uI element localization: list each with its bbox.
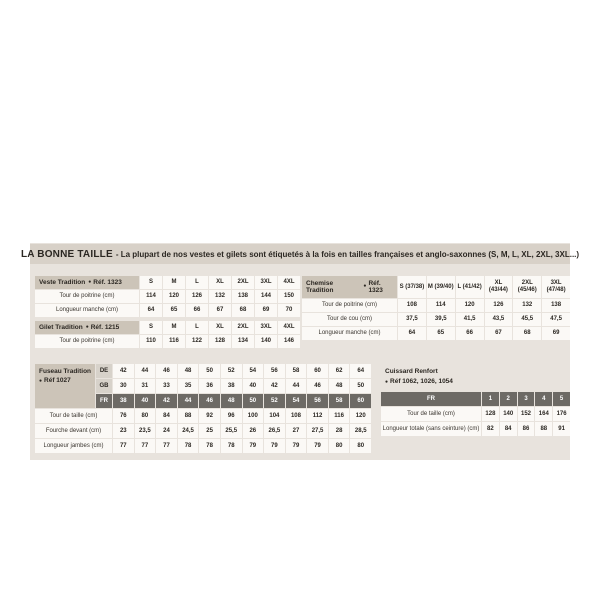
table-ref-line [385, 377, 453, 387]
size-header-cell: 50 [350, 379, 371, 393]
size-header-cell: 2XL (45/46) [513, 276, 541, 298]
ref-bullet: ● [363, 283, 367, 290]
value-cell: 126 [186, 290, 208, 303]
table-ref: Réf 1027 [44, 377, 71, 385]
size-system-tag: FR [96, 394, 112, 408]
size-header-cell: 50 [199, 364, 220, 378]
size-header-cell: 3XL (47/48) [542, 276, 570, 298]
size-header-cell: 2XL [232, 321, 254, 334]
ref-bullet: ● [85, 323, 89, 330]
value-cell: 64 [140, 304, 162, 317]
size-header-cell: L [186, 276, 208, 289]
size-header-cell: 38 [113, 394, 134, 408]
value-cell: 96 [221, 409, 242, 423]
row-label: Fourche devant (cm) [35, 424, 112, 438]
value-cell: 86 [518, 422, 535, 436]
value-cell: 116 [329, 409, 350, 423]
table-header [35, 321, 139, 334]
value-cell: 24,5 [178, 424, 199, 438]
value-cell: 45,5 [513, 313, 541, 326]
size-header-cell: 60 [307, 364, 328, 378]
size-header-cell: 52 [221, 364, 242, 378]
size-header-cell: 5 [553, 392, 570, 406]
value-cell: 132 [209, 290, 231, 303]
value-cell: 140 [255, 335, 277, 348]
size-header-cell: 2XL [232, 276, 254, 289]
value-cell: 76 [113, 409, 134, 423]
value-cell: 27 [286, 424, 307, 438]
table-title: Chemise Tradition [306, 279, 334, 294]
table-ref: Réf. 1215 [90, 323, 120, 331]
size-header-cell: 33 [156, 379, 177, 393]
size-header-cell: S [140, 276, 162, 289]
size-header-cell: XL (43/44) [485, 276, 513, 298]
value-cell: 132 [513, 299, 541, 312]
value-cell: 47,5 [542, 313, 570, 326]
value-cell: 39,5 [427, 313, 455, 326]
size-header-cell: M (39/40) [427, 276, 455, 298]
row-label: Longueur manche (cm) [35, 304, 139, 317]
value-cell: 24 [156, 424, 177, 438]
value-cell: 80 [329, 439, 350, 453]
value-cell: 84 [156, 409, 177, 423]
value-cell: 78 [178, 439, 199, 453]
value-cell: 176 [553, 407, 570, 421]
value-cell: 78 [199, 439, 220, 453]
value-cell: 120 [456, 299, 484, 312]
row-label: Longueur manche (cm) [302, 327, 397, 340]
size-header-cell: 35 [178, 379, 199, 393]
size-header-cell: S (37/38) [398, 276, 426, 298]
size-header-cell: 3XL [255, 321, 277, 334]
table-title: Fuseau Tradition [39, 368, 92, 375]
row-label: Longueur totale (sans ceinture) (cm) [381, 422, 481, 436]
value-cell: 116 [163, 335, 185, 348]
value-cell: 128 [209, 335, 231, 348]
value-cell: 77 [113, 439, 134, 453]
value-cell: 88 [178, 409, 199, 423]
row-label: Tour de taille (cm) [381, 407, 481, 421]
size-header-cell: M [163, 276, 185, 289]
size-header-cell: 54 [286, 394, 307, 408]
value-cell: 104 [264, 409, 285, 423]
value-cell: 80 [135, 409, 156, 423]
value-cell: 84 [500, 422, 517, 436]
size-header-cell: XL [209, 276, 231, 289]
value-cell: 78 [221, 439, 242, 453]
size-system-header: FR [381, 392, 481, 406]
table-chemise-tradition [302, 276, 570, 340]
value-cell: 69 [255, 304, 277, 317]
value-cell: 138 [542, 299, 570, 312]
table-title: Veste Tradition [39, 278, 86, 286]
value-cell: 43,5 [485, 313, 513, 326]
value-cell: 68 [232, 304, 254, 317]
value-cell: 146 [278, 335, 300, 348]
size-header-cell: 58 [329, 394, 350, 408]
value-cell: 112 [307, 409, 328, 423]
value-cell: 37,5 [398, 313, 426, 326]
size-header-cell: 48 [178, 364, 199, 378]
row-label: Tour de poitrine (cm) [35, 335, 139, 348]
size-header-cell: 40 [243, 379, 264, 393]
size-header-cell: 36 [199, 379, 220, 393]
value-cell: 70 [278, 304, 300, 317]
table-cuissard-renfort [381, 392, 570, 436]
size-header-cell: 50 [243, 394, 264, 408]
value-cell: 92 [199, 409, 220, 423]
value-cell: 23,5 [135, 424, 156, 438]
value-cell: 80 [350, 439, 371, 453]
size-header-cell: 44 [135, 364, 156, 378]
size-header-cell: 46 [199, 394, 220, 408]
value-cell: 65 [427, 327, 455, 340]
value-cell: 82 [482, 422, 499, 436]
ref-bullet: ● [385, 378, 389, 385]
value-cell: 69 [542, 327, 570, 340]
table-ref-line [39, 376, 71, 385]
value-cell: 67 [209, 304, 231, 317]
value-cell: 67 [485, 327, 513, 340]
value-cell: 114 [427, 299, 455, 312]
value-cell: 134 [232, 335, 254, 348]
row-label: Longueur jambes (cm) [35, 439, 112, 453]
title-band [20, 244, 580, 264]
size-header-cell: 3 [518, 392, 535, 406]
size-system-tag: DE [96, 364, 112, 378]
size-header-cell: 1 [482, 392, 499, 406]
value-cell: 66 [456, 327, 484, 340]
size-header-cell: 58 [286, 364, 307, 378]
size-header-cell: 38 [221, 379, 242, 393]
size-system-tag: GB [96, 379, 112, 393]
ref-bullet: ● [88, 278, 92, 285]
size-header-cell: 48 [221, 394, 242, 408]
value-cell: 91 [553, 422, 570, 436]
size-header-cell: 31 [135, 379, 156, 393]
value-cell: 66 [186, 304, 208, 317]
table-gilet-tradition [35, 321, 300, 348]
size-header-cell: 48 [329, 379, 350, 393]
value-cell: 88 [535, 422, 552, 436]
size-header-cell: 42 [264, 379, 285, 393]
size-header-cell: L (41/42) [456, 276, 484, 298]
row-label: Tour de taille (cm) [35, 409, 112, 423]
value-cell: 152 [518, 407, 535, 421]
page-subtitle: - La plupart de nos vestes et gilets sont étiquetés à la fois en tailles françaises et anglo-saxonnes (S, M, L, XL, 2XL, 3XL...) [115, 249, 580, 259]
row-label: Tour de poitrine (cm) [302, 299, 397, 312]
table-header [35, 364, 95, 408]
value-cell: 120 [163, 290, 185, 303]
size-header-cell: 3XL [255, 276, 277, 289]
page-title: LA BONNE TAILLE [20, 248, 113, 260]
value-cell: 77 [156, 439, 177, 453]
value-cell: 65 [163, 304, 185, 317]
value-cell: 23 [113, 424, 134, 438]
size-header-cell: 60 [350, 394, 371, 408]
value-cell: 79 [243, 439, 264, 453]
size-header-cell: 4XL [278, 276, 300, 289]
value-cell: 164 [535, 407, 552, 421]
value-cell: 27,5 [307, 424, 328, 438]
value-cell: 114 [140, 290, 162, 303]
table-ref: Réf. 1323 [93, 278, 122, 286]
size-header-cell: L [186, 321, 208, 334]
value-cell: 140 [500, 407, 517, 421]
value-cell: 120 [350, 409, 371, 423]
size-header-cell: 42 [156, 394, 177, 408]
size-header-cell: 42 [113, 364, 134, 378]
size-header-cell: 4 [535, 392, 552, 406]
size-header-cell: 44 [178, 394, 199, 408]
size-header-cell: 56 [264, 364, 285, 378]
value-cell: 77 [135, 439, 156, 453]
value-cell: 26 [243, 424, 264, 438]
size-header-cell: 52 [264, 394, 285, 408]
size-guide-panel [20, 243, 580, 460]
value-cell: 150 [278, 290, 300, 303]
value-cell: 138 [232, 290, 254, 303]
value-cell: 100 [243, 409, 264, 423]
value-cell: 126 [485, 299, 513, 312]
value-cell: 64 [398, 327, 426, 340]
value-cell: 68 [513, 327, 541, 340]
table-ref: Réf. 1323 [368, 279, 383, 294]
table-ref: Réf 1062, 1026, 1054 [390, 377, 453, 385]
value-cell: 28 [329, 424, 350, 438]
value-cell: 25,5 [221, 424, 242, 438]
size-header-cell: M [163, 321, 185, 334]
value-cell: 25 [199, 424, 220, 438]
table-header [302, 276, 397, 298]
row-label: Tour de poitrine (cm) [35, 290, 139, 303]
size-header-cell: 2 [500, 392, 517, 406]
size-header-cell: S [140, 321, 162, 334]
table-veste-tradition [35, 276, 300, 317]
size-header-cell: XL [209, 321, 231, 334]
ref-bullet: ● [39, 378, 43, 385]
value-cell: 128 [482, 407, 499, 421]
value-cell: 41,5 [456, 313, 484, 326]
table-header [35, 276, 139, 289]
value-cell: 110 [140, 335, 162, 348]
value-cell: 144 [255, 290, 277, 303]
table-title: Cuissard Renfort [385, 368, 438, 375]
value-cell: 108 [286, 409, 307, 423]
value-cell: 79 [264, 439, 285, 453]
value-cell: 26,5 [264, 424, 285, 438]
size-header-cell: 54 [243, 364, 264, 378]
table-fuseau-tradition [35, 364, 371, 453]
value-cell: 122 [186, 335, 208, 348]
size-header-cell: 30 [113, 379, 134, 393]
size-header-cell: 4XL [278, 321, 300, 334]
value-cell: 79 [286, 439, 307, 453]
size-header-cell: 46 [307, 379, 328, 393]
size-header-cell: 46 [156, 364, 177, 378]
size-header-cell: 56 [307, 394, 328, 408]
size-header-cell: 64 [350, 364, 371, 378]
value-cell: 28,5 [350, 424, 371, 438]
row-label: Tour de cou (cm) [302, 313, 397, 326]
size-header-cell: 62 [329, 364, 350, 378]
cuissard-table-title [385, 367, 453, 387]
size-header-cell: 44 [286, 379, 307, 393]
value-cell: 108 [398, 299, 426, 312]
value-cell: 79 [307, 439, 328, 453]
table-title: Gilet Tradition [39, 323, 83, 331]
size-header-cell: 40 [135, 394, 156, 408]
